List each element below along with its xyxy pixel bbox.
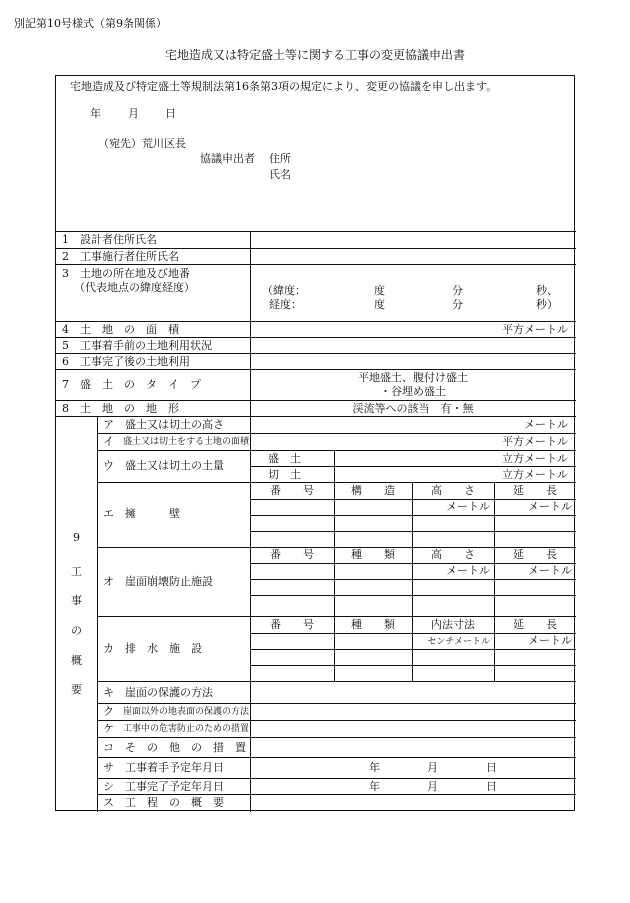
shi-day: 日 <box>486 780 497 793</box>
sub-o-label: オ 崖面崩壊防止施設 <box>103 575 213 588</box>
fill-label: 盛 土 <box>268 452 301 465</box>
date-day: 日 <box>165 107 176 120</box>
row-9-label-5: 概 <box>71 654 82 667</box>
drain-col-kind: 種 類 <box>351 618 395 631</box>
row-7-option-2: ・谷埋め盛土 <box>380 385 446 398</box>
lon-deg: 度 <box>374 298 385 311</box>
wall-height-unit: メートル <box>446 500 490 513</box>
sub-su-label: ス 工 程 の 概 要 <box>103 796 224 809</box>
intro-text: 宅地造成及び特定盛土等規制法第16条第3項の規定により、変更の協議を申し出ます。 <box>70 80 498 93</box>
lat-label: （緯度： <box>262 284 306 297</box>
slope-length-unit: メートル <box>528 564 572 577</box>
slope-col-num: 番 号 <box>270 548 314 561</box>
row-5-label: 5 工事着手前の土地利用状況 <box>62 339 212 352</box>
sub-ki-label: キ 崖面の保護の方法 <box>103 686 213 699</box>
slope-height-unit: メートル <box>446 564 490 577</box>
sub-ku-label: 崖面以外の地表面の保護の方法 <box>123 707 250 717</box>
sub-a-label: ア 盛土又は切土の高さ <box>103 418 224 431</box>
applicant-address: 住所 <box>269 152 291 165</box>
fill-unit: 立方メートル <box>502 452 568 465</box>
row-4-unit: 平方メートル <box>502 323 568 336</box>
lat-deg: 度 <box>374 284 385 297</box>
lat-min: 分 <box>452 284 463 297</box>
lon-sec: 秒） <box>536 298 558 311</box>
wall-col-num: 番 号 <box>270 484 314 497</box>
wall-col-length: 延 長 <box>513 484 557 497</box>
sub-shi-label: シ 工事完了予定年月日 <box>103 780 224 793</box>
row-9-label-4: の <box>71 624 82 637</box>
sub-sa-label: サ 工事着手予定年月日 <box>103 761 224 774</box>
slope-col-kind: 種 類 <box>351 548 395 561</box>
lon-label: 経度： <box>269 298 302 311</box>
cut-label: 切 土 <box>268 468 301 481</box>
lat-sec: 秒、 <box>536 284 558 297</box>
row-6-label: 6 工事完了後の土地利用 <box>62 355 190 368</box>
row-8-option: 渓流等への該当 有・無 <box>352 402 474 415</box>
slope-col-length: 延 長 <box>513 548 557 561</box>
sub-ka-label: カ 排 水 施 設 <box>103 642 202 655</box>
wall-length-unit: メートル <box>528 500 572 513</box>
row-8-label: 8 土 地 の 地 形 <box>62 402 179 415</box>
sa-month: 月 <box>427 761 438 774</box>
page-title: 宅地造成又は特定盛土等に関する工事の変更協議申出書 <box>164 48 465 62</box>
addressee: （宛先）荒川区長 <box>98 137 186 150</box>
wall-col-structure: 構 造 <box>351 484 395 497</box>
cut-unit: 立方メートル <box>502 468 568 481</box>
row-7-label: 7 盛 土 の タ イ プ <box>62 378 201 391</box>
slope-col-height: 高 さ <box>431 548 475 561</box>
row-2-label: 2 工事施行者住所氏名 <box>62 250 179 263</box>
form-frame <box>55 75 575 811</box>
sub-i-unit: 平方メートル <box>502 435 568 448</box>
drain-col-length: 延 長 <box>513 618 557 631</box>
row-3-sublabel: （代表地点の緯度経度） <box>74 281 195 294</box>
sub-i-mark: イ <box>103 435 114 448</box>
row-4-label: 4 土 地 の 面 積 <box>62 323 179 336</box>
sa-day: 日 <box>486 761 497 774</box>
shi-month: 月 <box>427 780 438 793</box>
applicant-label: 協議申出者 <box>200 152 255 165</box>
sa-year: 年 <box>369 761 380 774</box>
drain-inner-unit: センチメートル <box>427 637 490 647</box>
sub-ko-label: コ そ の 他 の 措 置 <box>103 741 246 754</box>
row-9-label-6: 要 <box>71 683 82 696</box>
sub-ke-label: 工事中の危害防止のための措置 <box>123 724 250 734</box>
sub-i-label: 盛土又は切土をする土地の面積 <box>123 437 250 447</box>
row-9-label-3: 事 <box>71 594 82 607</box>
lon-min: 分 <box>452 298 463 311</box>
row-7-option-1: 平地盛土、腹付け盛土 <box>358 371 468 384</box>
date-year: 年 <box>90 107 101 120</box>
sub-e-label: エ 擁 壁 <box>103 507 180 520</box>
form-id: 別記第10号様式（第9条関係） <box>14 17 167 30</box>
date-month: 月 <box>128 107 139 120</box>
row-9-label-2: 工 <box>71 565 82 578</box>
row-1-label: 1 設計者住所氏名 <box>62 233 157 246</box>
row-3-label: 3 土地の所在地及び地番 <box>62 267 190 280</box>
sub-u-label: ウ 盛土又は切土の土量 <box>103 459 224 472</box>
drain-col-inner: 内法寸法 <box>431 618 475 631</box>
drain-col-num: 番 号 <box>270 618 314 631</box>
applicant-name: 氏名 <box>269 168 291 181</box>
row-9-label-1: 9 <box>73 531 80 544</box>
sub-a-unit: メートル <box>524 418 568 431</box>
sub-ku-mark: ク <box>103 705 114 718</box>
wall-col-height: 高 さ <box>431 484 475 497</box>
shi-year: 年 <box>369 780 380 793</box>
drain-length-unit: メートル <box>528 634 572 647</box>
sub-ke-mark: ケ <box>103 722 114 735</box>
